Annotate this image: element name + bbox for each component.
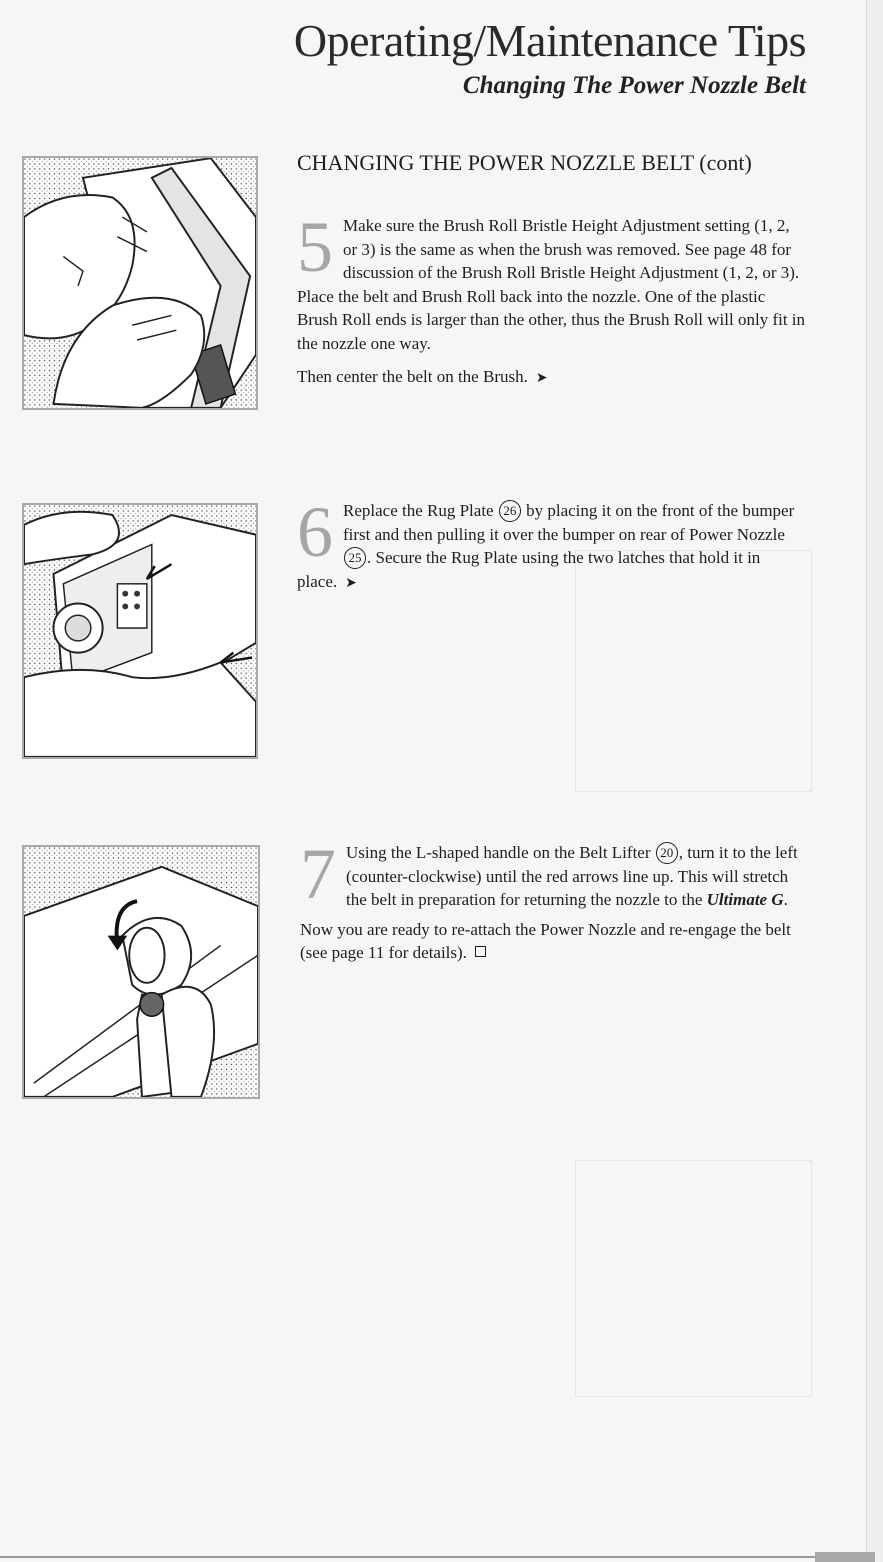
step5-instructions: Make sure the Brush Roll Bristle Height Adjustment setting (1, 2, or 3) is the same as when the brush was removed. See page 48 for discussion of the Brush Roll Bristle Height Adjustment (1, 2, or 3). Place the belt and Brush Roll back into the nozzle. One of the plastic Brush Roll ends is larger than the other, thus the Brush Roll will only fit in the nozzle one way. xyxy=(297,216,806,353)
continue-arrow-icon: ➤ xyxy=(535,371,548,386)
step7-paragraph xyxy=(300,834,810,914)
step6-illustration xyxy=(22,503,258,759)
page-edge xyxy=(866,0,883,1562)
page-title: Operating/Maintenance Tips xyxy=(293,15,806,66)
end-of-section-icon xyxy=(475,946,486,957)
step6-paragraph xyxy=(297,492,807,595)
page-subtitle: Changing The Power Nozzle Belt xyxy=(462,72,806,99)
step7-number: 7 xyxy=(300,834,336,914)
step6-text-c: . Secure the Rug Plate using the two latches that hold it in place. xyxy=(297,548,761,591)
rug-plate-callout: 26 xyxy=(499,500,521,522)
step6-text xyxy=(297,492,807,595)
step5-paragraph-2 xyxy=(297,365,807,391)
product-name: Ultimate G xyxy=(706,890,784,909)
step5-number: 5 xyxy=(297,207,333,287)
step5-text xyxy=(297,207,807,391)
step6-number: 6 xyxy=(297,492,333,572)
step6-text-a: Replace the Rug Plate xyxy=(343,501,494,520)
step7-text-a: Using the L-shaped handle on the Belt Lifter xyxy=(346,843,651,862)
belt-lifter-callout: 20 xyxy=(656,842,678,864)
step7-text-b: , turn it to the left (counter-clockwise) until the red arrows line up. This will stretch the belt in preparation for returning the nozzle to the xyxy=(346,843,798,909)
continue-arrow-icon: ➤ xyxy=(345,575,357,591)
step5-paragraph xyxy=(297,207,807,355)
step7-text-c: . xyxy=(783,890,788,909)
page-corner xyxy=(815,1552,875,1562)
step5-center-belt: Then center the belt on the Brush. xyxy=(297,367,528,386)
step7-paragraph-2 xyxy=(300,918,810,965)
step7-text xyxy=(300,834,810,965)
power-nozzle-callout: 25 xyxy=(344,547,366,569)
step5-illustration xyxy=(22,156,258,410)
bleed-through-figure xyxy=(575,1160,812,1397)
bottom-rule xyxy=(0,1556,866,1558)
step7-illustration xyxy=(22,845,260,1099)
step6-text-b: by placing it on the front of the bumper first and then pulling it over the bumper on rear of Power Nozzle xyxy=(343,501,795,544)
step7-ready-text: Now you are ready to re-attach the Power Nozzle and re-engage the belt (see page 11 for details). xyxy=(300,919,791,962)
section-heading: CHANGING THE POWER NOZZLE BELT (cont) xyxy=(297,150,752,175)
